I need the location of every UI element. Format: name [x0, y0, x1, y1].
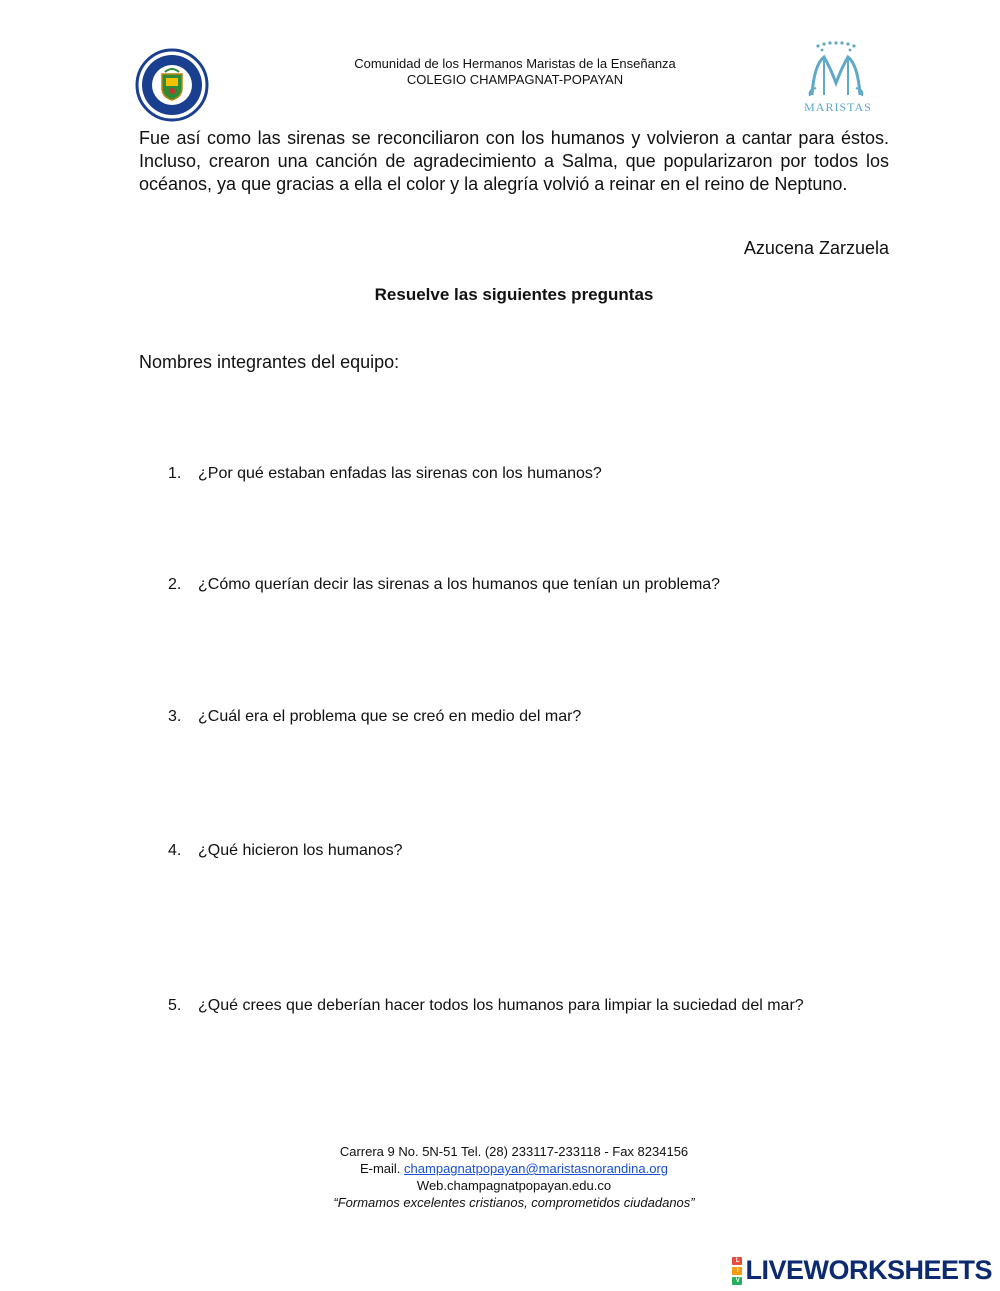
- question-text: ¿Qué crees que deberían hacer todos los humanos para limpiar la suciedad del mar?: [198, 997, 804, 1014]
- header-school-name: COLEGIO CHAMPAGNAT-POPAYAN: [406, 72, 624, 87]
- question-number: 5.: [168, 997, 182, 1014]
- maristas-logo-text: MARISTAS: [804, 100, 872, 114]
- school-crest-logo: [135, 48, 209, 122]
- footer-email-link[interactable]: champagnatpopayan@maristasnorandina.org: [404, 1161, 669, 1176]
- liveworksheets-logo-icon: L I V: [732, 1256, 742, 1286]
- question-text: ¿Por qué estaban enfadas las sirenas con los humanos?: [198, 465, 602, 482]
- team-members-label: Nombres integrantes del equipo:: [139, 352, 400, 372]
- question-5: [168, 997, 804, 1015]
- liveworksheets-watermark: [732, 1255, 992, 1286]
- footer-email-line: [0, 1160, 1000, 1177]
- story-closing-paragraph: Fue así como las sirenas se reconciliaron con los humanos y volvieron a cantar para éstos. Incluso, crearon una canción de agradecimiento a Salma, que popularizaron por todos los océanos, ya que gracias a ella el color y la alegría volvió a reinar en el reino de Neptuno.: [139, 128, 889, 194]
- section-title: Resuelve las siguientes preguntas: [374, 285, 654, 304]
- footer-motto: “Formamos excelentes cristianos, comprometidos ciudadanos”: [333, 1195, 695, 1210]
- header-community-line: Comunidad de los Hermanos Maristas de la Enseñanza: [354, 56, 676, 71]
- question-text: ¿Cuál era el problema que se creó en medio del mar?: [198, 708, 582, 725]
- question-3: [168, 708, 581, 726]
- footer-address: Carrera 9 No. 5N-51 Tel. (28) 233117-233118 - Fax 8234156: [339, 1144, 689, 1159]
- question-number: 4.: [168, 842, 182, 859]
- question-text: ¿Qué hicieron los humanos?: [198, 842, 403, 859]
- story-author: Azucena Zarzuela: [743, 238, 889, 258]
- question-number: 3.: [168, 708, 182, 725]
- liveworksheets-text: LIVEWORKSHEETS: [745, 1255, 992, 1285]
- footer-web: Web.champagnatpopayan.edu.co: [416, 1178, 612, 1193]
- maristas-logo: [790, 40, 882, 115]
- question-2: [168, 576, 720, 594]
- question-1: [168, 465, 602, 483]
- footer-email-label: E-mail.: [359, 1161, 401, 1176]
- question-text: ¿Cómo querían decir las sirenas a los humanos que tenían un problema?: [198, 576, 721, 593]
- question-number: 1.: [168, 465, 182, 482]
- question-number: 2.: [168, 576, 182, 593]
- question-4: [168, 842, 403, 860]
